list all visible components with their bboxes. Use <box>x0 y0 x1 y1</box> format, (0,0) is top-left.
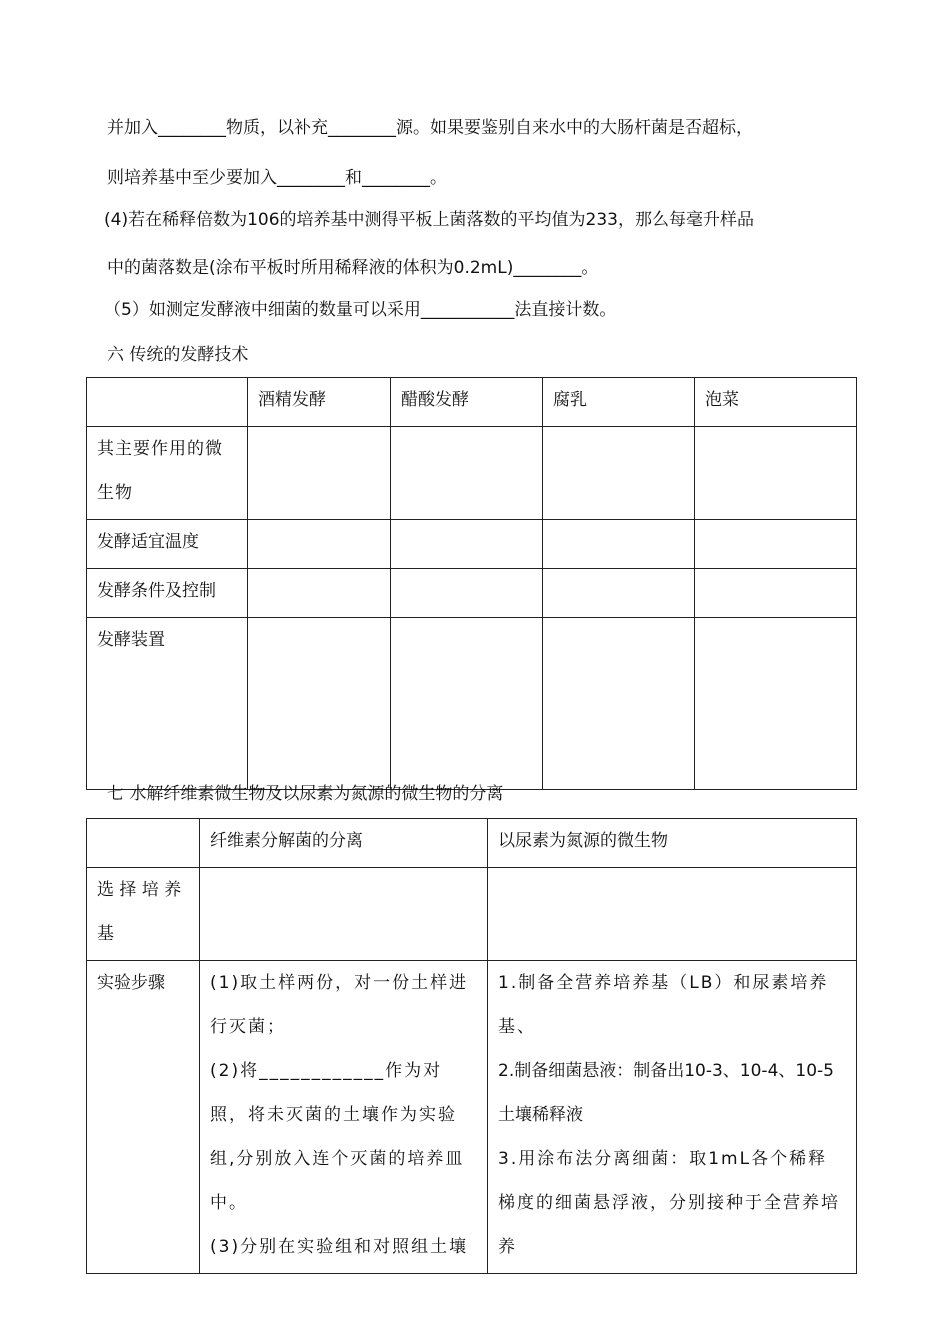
table-cell <box>543 520 695 569</box>
paragraph-line-4: 中的菌落数是(涂布平板时所用稀释液的体积为0.2mL)________。 <box>107 258 599 278</box>
table-cell <box>488 868 857 961</box>
table-cell <box>543 618 695 790</box>
table-cell <box>695 618 857 790</box>
table-header-cell: 腐乳 <box>543 378 695 427</box>
section-heading-6: 六 传统的发酵技术 <box>107 345 249 365</box>
table-cell <box>248 618 391 790</box>
table-header-cell: 酒精发酵 <box>248 378 391 427</box>
table-row <box>87 427 857 520</box>
paragraph-line-1: 并加入________物质，以补充________源。如果要鉴别自来水中的大肠杆菌是否超标， <box>107 118 753 138</box>
table-header-cell: 纤维素分解菌的分离 <box>200 819 488 868</box>
table-row <box>87 618 857 790</box>
table-header-cell: 以尿素为氮源的微生物 <box>488 819 857 868</box>
row-label-medium: 选 择 培 养 基 <box>87 868 200 961</box>
table-row <box>87 868 857 961</box>
table-header-cell <box>87 819 200 868</box>
table-row <box>87 961 857 1274</box>
table-header-cell: 泡菜 <box>695 378 857 427</box>
paragraph-line-5: （5）如测定发酵液中细菌的数量可以采用___________法直接计数。 <box>104 300 617 320</box>
row-label-microbe: 其主要作用的微生物 <box>87 427 248 520</box>
table-cell <box>248 520 391 569</box>
urea-step-1: 1.制备全营养培养基（LB）和尿素培养基、 <box>498 973 829 1037</box>
table-cell <box>695 569 857 618</box>
table-cell <box>391 618 543 790</box>
table-row <box>87 569 857 618</box>
table-cell <box>391 569 543 618</box>
table-header-cell: 醋酸发酵 <box>391 378 543 427</box>
table-header-row <box>87 378 857 427</box>
table-cell <box>543 427 695 520</box>
table-cell <box>695 520 857 569</box>
table-cell <box>391 427 543 520</box>
row-label-temperature: 发酵适宜温度 <box>87 520 248 569</box>
table-cell <box>695 427 857 520</box>
table-row <box>87 520 857 569</box>
row-label-steps: 实验步骤 <box>87 961 200 1274</box>
row-label-conditions: 发酵条件及控制 <box>87 569 248 618</box>
table-cell <box>248 569 391 618</box>
section-heading-7: 七 水解纤维素微生物及以尿素为氮源的微生物的分离 <box>107 784 504 804</box>
row-label-apparatus: 发酵装置 <box>87 618 248 790</box>
paragraph-line-2: 则培养基中至少要加入________和________。 <box>107 168 447 188</box>
urea-step-2: 2.制备细菌悬液：制备出10-3、10-4、10-5土壤稀释液 <box>498 1061 834 1125</box>
table-cell <box>200 868 488 961</box>
paragraph-line-3: (4)若在稀释倍数为106的培养基中测得平板上菌落数的平均值为233，那么每毫升样品 <box>104 210 754 230</box>
table-cell <box>391 520 543 569</box>
urea-steps-cell <box>488 961 857 1274</box>
fermentation-table <box>86 377 857 790</box>
cellulose-steps-cell <box>200 961 488 1274</box>
cellulose-step-1: (1)取土样两份，对一份土样进行灭菌； <box>210 973 469 1037</box>
isolation-table <box>86 818 857 1274</box>
table-cell <box>248 427 391 520</box>
table-header-cell <box>87 378 248 427</box>
table-header-row <box>87 819 857 868</box>
table-cell <box>543 569 695 618</box>
urea-step-3: 3.用涂布法分离细菌：取1mL各个稀释梯度的细菌悬浮液，分别接种于全营养培养 <box>498 1149 840 1257</box>
cellulose-step-2: (2)将____________作为对照，将未灭菌的土壤作为实验组,分别放入连个灭菌的培养皿中。 <box>210 1061 465 1213</box>
cellulose-step-3: (3)分别在实验组和对照组土壤 <box>210 1237 469 1257</box>
